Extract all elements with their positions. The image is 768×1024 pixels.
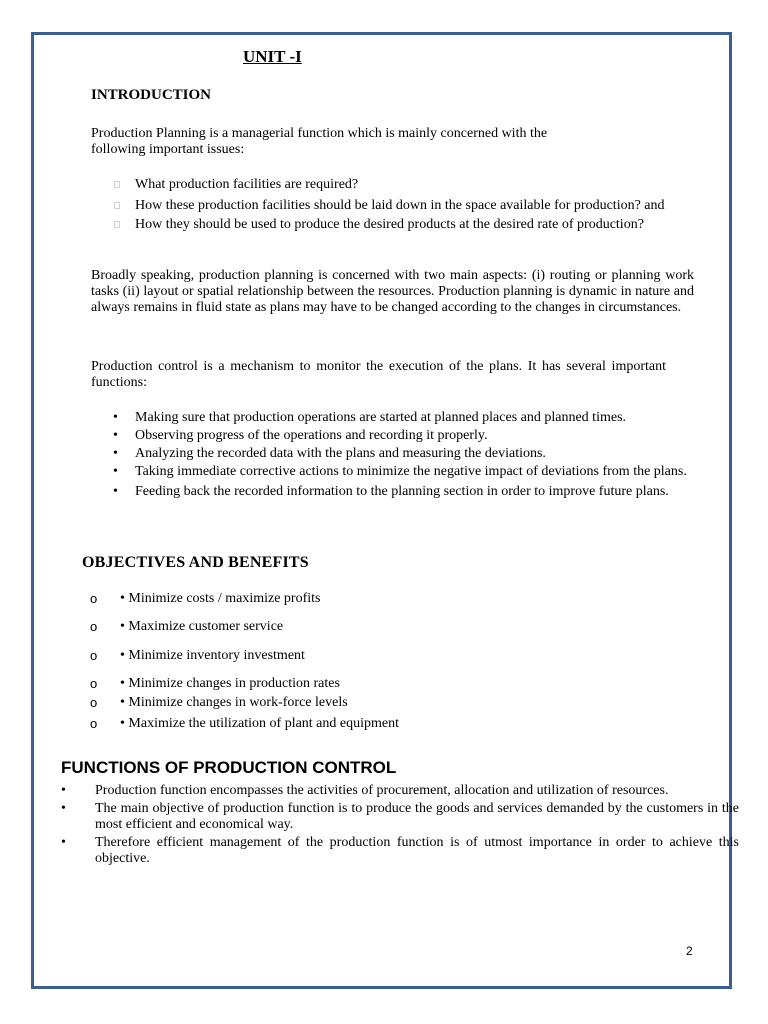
page-number: 2 [686, 944, 693, 958]
list-item: • Production function encompasses the activities of procurement, allocation and utilization of resources. [61, 783, 669, 798]
list-item: o • Minimize inventory investment [90, 648, 305, 663]
list-item: o • Minimize changes in production rates [90, 676, 340, 691]
control-functions-list [91, 410, 691, 500]
intro-paragraph-line-1: Production Planning is a managerial function which is mainly concerned with the [91, 126, 548, 141]
page-title: UNIT -I [243, 47, 302, 66]
list-item: • Feeding back the recorded information to the planning section in order to improve future plans. [113, 484, 669, 499]
intro-paragraph [91, 126, 547, 158]
list-item: • The main objective of production function is to produce the goods and services demanded by the customers in the most efficient and economical way. [61, 801, 739, 832]
aspects-paragraph: Broadly speaking, production planning is concerned with two main aspects: (i) routing or planning work tasks (ii) layout or spatial relationship between the resources. Production planning is dynamic in nature and always remains in fluid state as plans may have to be changed according to the changes in circumstances. [91, 268, 694, 315]
introduction-heading: INTRODUCTION [91, 87, 212, 103]
list-item: o • Maximize customer service [90, 619, 284, 634]
list-item: What production facilities are required? [91, 177, 679, 193]
list-item: • Analyzing the recorded data with the plans and measuring the deviations. [113, 446, 546, 461]
intro-paragraph-line-2: following important issues: [91, 142, 245, 157]
objectives-heading: OBJECTIVES AND BENEFITS [82, 554, 309, 571]
square-bullet-icon [114, 181, 120, 188]
list-item: • Making sure that production operations are started at planned places and planned times. [113, 410, 627, 425]
list-item: o • Minimize changes in work-force levels [90, 695, 348, 710]
list-item: • Therefore efficient management of the production function is of utmost importance in order to achieve this objective. [61, 835, 739, 866]
issues-list [91, 177, 679, 233]
production-control-list [61, 783, 739, 867]
control-paragraph: Production control is a mechanism to monitor the execution of the plans. It has several important functions: [91, 359, 666, 390]
list-item: How they should be used to produce the desired products at the desired rate of production? [91, 217, 679, 233]
list-item: • Observing progress of the operations and recording it properly. [113, 428, 488, 443]
list-item: How these production facilities should be laid down in the space available for production? and [91, 198, 679, 214]
square-bullet-icon [114, 221, 120, 228]
production-control-heading: FUNCTIONS OF PRODUCTION CONTROL [61, 758, 397, 777]
list-item: • Taking immediate corrective actions to minimize the negative impact of deviations from the plans. [113, 464, 687, 479]
square-bullet-icon [114, 202, 120, 209]
list-item: o • Maximize the utilization of plant and equipment [90, 716, 399, 731]
list-item: o • Minimize costs / maximize profits [90, 591, 321, 606]
